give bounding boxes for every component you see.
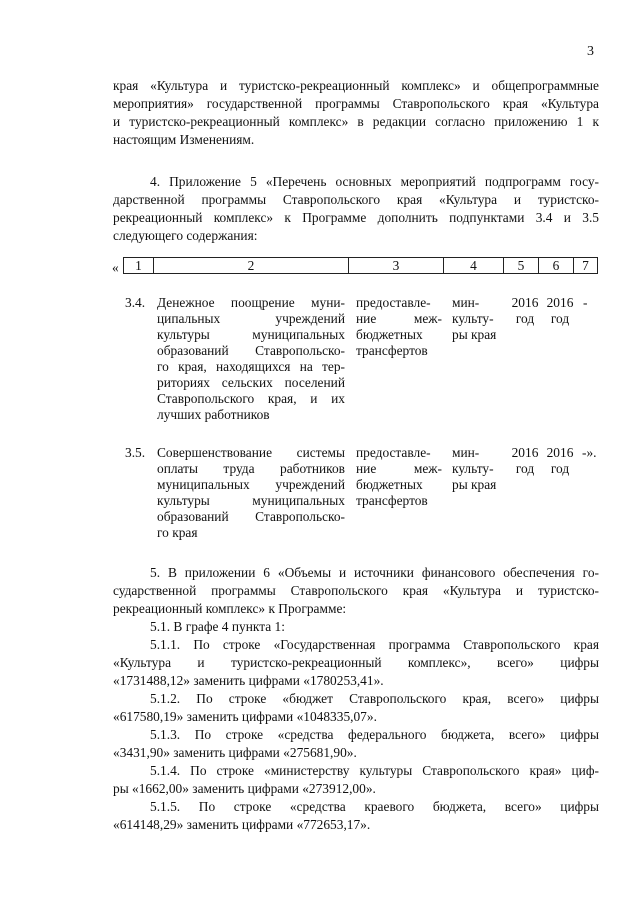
table-open-quote: « [112,260,119,275]
text-line: 5.1.5. По строке «средства краевого бюджета, всего» цифры [150,799,599,814]
text-line: риториях сельских поселений [157,375,345,390]
text-line: год [515,461,535,476]
row-form [356,445,442,509]
text-line: «614148,29» заменить цифрами «772653,17». [113,817,371,832]
row-executor [452,295,504,343]
text-line: и туристско-рекреационный комплекс» в редакции согласно приложению 1 к [113,114,599,129]
text-line: культуры муниципальных [157,327,345,342]
text-line: лучших работников [157,407,270,422]
text-line: ние меж- [356,461,442,476]
text-line: «1731488,12» заменить цифрами «1780253,41». [113,673,384,688]
text-line: ципальных учреждений [157,311,345,326]
text-line: 2016 [511,295,539,310]
text-line: 5.1. В графе 4 пункта 1: [150,619,285,634]
row-end [544,295,576,327]
row-name [157,445,345,541]
table-header-cell: 3 [349,258,444,273]
row-executor [452,445,504,493]
text-line: 2016 [546,295,574,310]
row-number: 3.5. [125,445,146,460]
text-line: сударственной программы Ставропольского края «Культура и туристско- [113,583,599,598]
row-note: -». [582,445,597,460]
text-line: бюджетных [356,477,423,492]
table-header-cell: 1 [124,258,154,273]
text-line: го края [157,525,198,540]
text-line: ры края [452,327,497,342]
text-line: Совершенствование системы [157,445,345,460]
text-line: трансфертов [356,493,428,508]
row-start [509,295,541,327]
text-line: рекреационный комплекс» к Программе: [113,601,347,616]
text-line: дарственной программы Ставропольского края «Культура и туристско- [113,192,599,207]
row-start [509,445,541,477]
text-line: 5.1.2. По строке «бюджет Ставропольского края, всего» цифры [150,691,599,706]
table-header-row [123,257,598,274]
text-line: оплаты труда работников [157,461,345,476]
text-line: следующего содержания: [113,228,258,243]
text-line: Ставропольского края, и их [157,391,345,406]
text-line: края «Культура и туристско-рекреационный комплекс» и общепрограммные [113,78,599,93]
text-line: год [515,311,535,326]
text-line: Денежное поощрение муни- [157,295,345,310]
text-line: мин- [452,295,480,310]
text-line: 5. В приложении 6 «Объемы и источники финансового обеспечения го- [150,565,599,580]
text-line: «Культура и туристско-рекреационный комплекс», всего» цифры [113,655,599,670]
text-line: «617580,19» заменить цифрами «1048335,07». [113,709,377,724]
text-line: культу- [452,311,494,326]
text-line: образований Ставропольско- [157,343,345,358]
text-line: 5.1.4. По строке «министерству культуры Ставропольского края» циф- [150,763,599,778]
text-line: «3431,90» заменить цифрами «275681,90». [113,745,357,760]
text-line: предоставле- [356,445,431,460]
row-name [157,295,345,423]
text-line: ры «1662,00» заменить цифрами «273912,00». [113,781,376,796]
text-line: 5.1.3. По строке «средства федерального бюджета, всего» цифры [150,727,599,742]
text-line: ры края [452,477,497,492]
row-number: 3.4. [125,295,146,310]
text-line: культуры муниципальных [157,493,345,508]
text-line: культу- [452,461,494,476]
row-end [544,445,576,477]
text-line: рекреационный комплекс» к Программе дополнить подпунктами 3.4 и 3.5 [113,210,599,225]
text-line: мин- [452,445,480,460]
text-line: предоставле- [356,295,431,310]
page-number: 3 [587,44,594,59]
table-header-cell: 2 [154,258,349,273]
text-line: образований Ставропольско- [157,509,345,524]
text-line: настоящим Изменениям. [113,132,255,147]
table-header-cell: 5 [504,258,539,273]
table-header-cell: 4 [444,258,504,273]
text-line: мероприятия» государственной программы Ставропольского края «Культура [113,96,599,111]
row-note: - [583,295,588,310]
text-line: 5.1.1. По строке «Государственная программа Ставропольского края [150,637,599,652]
table-header-cell: 7 [582,258,589,273]
text-line: го края, находящихся на тер- [157,359,345,374]
text-line: бюджетных [356,327,423,342]
text-line: 2016 [511,445,539,460]
text-line: муниципальных учреждений [157,477,345,492]
text-line: 2016 [546,445,574,460]
row-form [356,295,442,359]
text-line: ние меж- [356,311,442,326]
text-line: год [550,311,570,326]
table-header-cell: 6 [539,258,574,273]
text-line: 4. Приложение 5 «Перечень основных мероприятий подпрограмм госу- [150,174,599,189]
text-line: трансфертов [356,343,428,358]
text-line: год [550,461,570,476]
